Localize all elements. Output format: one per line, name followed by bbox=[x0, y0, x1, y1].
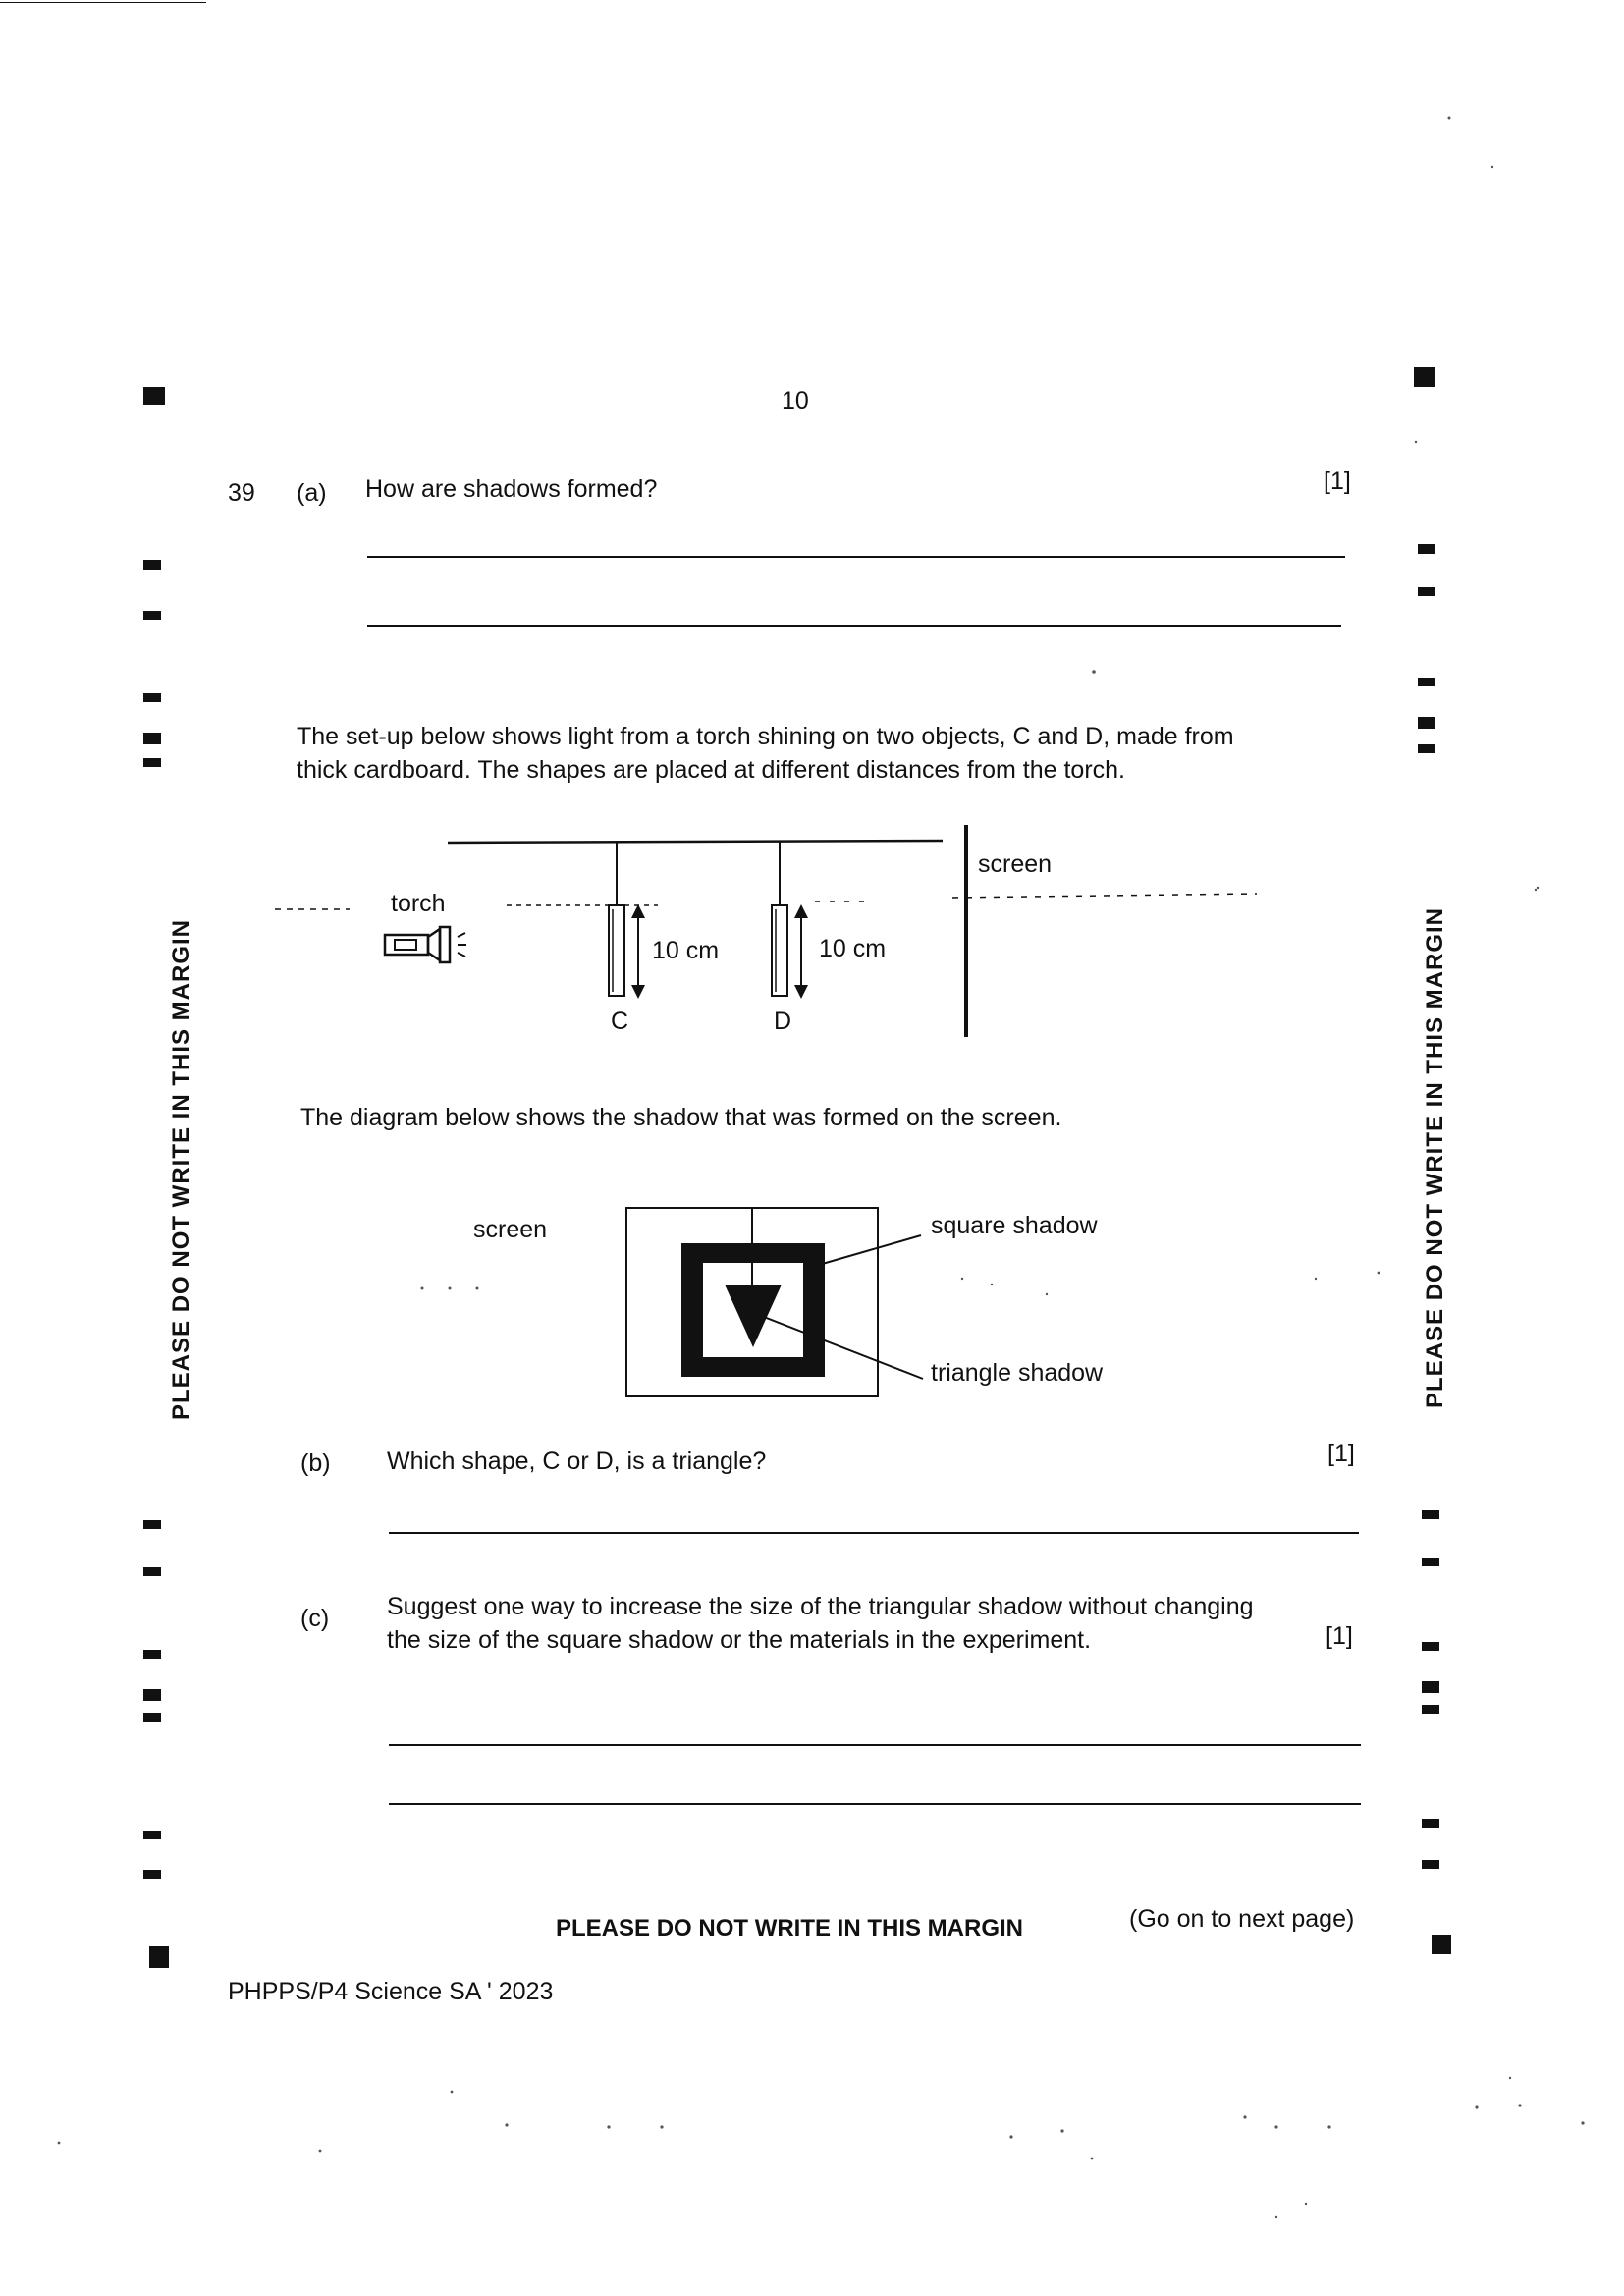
setup-screen-label: screen bbox=[978, 850, 1053, 878]
part-c-marks: [1] bbox=[1326, 1622, 1353, 1650]
part-a-marks: [1] bbox=[1324, 467, 1351, 495]
intro-line-2: thick cardboard. The shapes are placed at different distances from the torch. bbox=[297, 756, 1125, 784]
object-d-label: D bbox=[774, 1008, 792, 1035]
object-c-label: C bbox=[611, 1008, 629, 1035]
margin-notice-right: PLEASE DO NOT WRITE IN THIS MARGIN bbox=[1422, 906, 1448, 1408]
part-a-question: How are shadows formed? bbox=[365, 475, 658, 503]
intro-line-1: The set-up below shows light from a torch shining on two objects, C and D, made from bbox=[297, 723, 1234, 750]
go-on-next-page: (Go on to next page) bbox=[1129, 1905, 1355, 1933]
shadow-intro: The diagram below shows the shadow that was formed on the screen. bbox=[300, 1104, 1062, 1131]
question-number: 39 bbox=[228, 479, 255, 507]
paper-year: ' 2023 bbox=[487, 1978, 554, 2005]
footer-margin-notice: PLEASE DO NOT WRITE IN THIS MARGIN bbox=[556, 1915, 1024, 1941]
margin-notice-left: PLEASE DO NOT WRITE IN THIS MARGIN bbox=[168, 918, 194, 1420]
part-b-label: (b) bbox=[300, 1449, 331, 1477]
triangle-shadow-label: triangle shadow bbox=[931, 1359, 1104, 1387]
part-c-label: (c) bbox=[300, 1605, 330, 1632]
torch-label: torch bbox=[391, 890, 446, 917]
page-number: 10 bbox=[782, 387, 809, 414]
square-shadow-label: square shadow bbox=[931, 1212, 1098, 1239]
part-c-line-1: Suggest one way to increase the size of the triangular shadow without changing bbox=[387, 1593, 1254, 1620]
part-c-line-2: the size of the square shadow or the materials in the experiment. bbox=[387, 1626, 1092, 1654]
part-a-label: (a) bbox=[297, 479, 327, 507]
height-label-c: 10 cm bbox=[652, 937, 720, 964]
paper-code: PHPPS/P4 Science SA bbox=[228, 1978, 481, 2005]
part-b-question: Which shape, C or D, is a triangle? bbox=[387, 1448, 767, 1475]
shadow-screen-label: screen bbox=[473, 1216, 548, 1243]
part-b-marks: [1] bbox=[1327, 1440, 1355, 1467]
height-label-d: 10 cm bbox=[819, 935, 887, 962]
